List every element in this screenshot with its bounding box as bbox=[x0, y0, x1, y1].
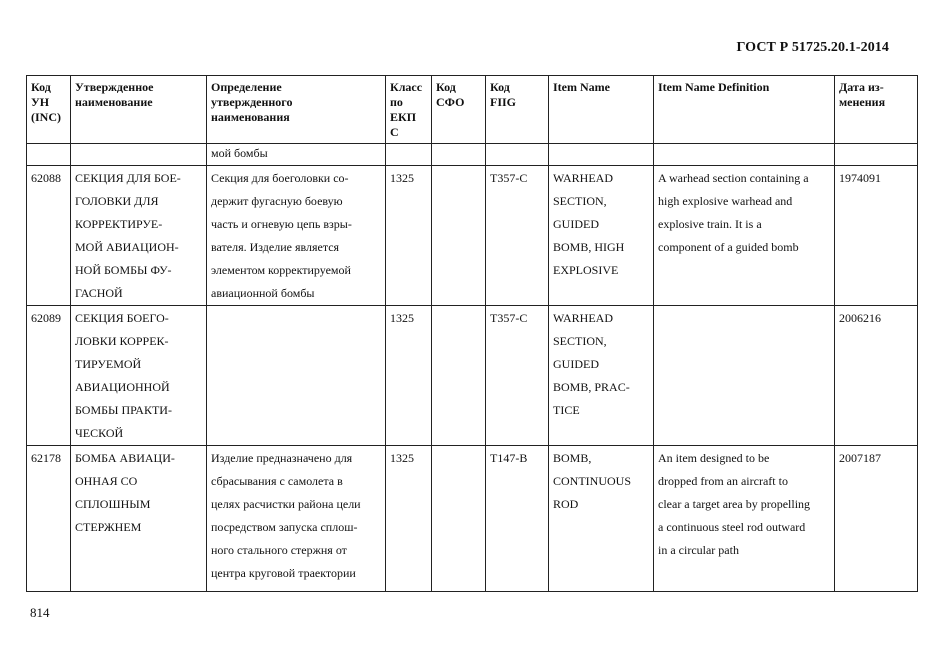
cell-fiig: T147-B bbox=[486, 446, 549, 592]
cell-date bbox=[835, 144, 918, 166]
text-line: EXPLOSIVE bbox=[553, 263, 619, 277]
table-row bbox=[27, 446, 918, 592]
table-row bbox=[27, 306, 918, 446]
text-line: СЕКЦИЯ ДЛЯ БОЕ- bbox=[75, 171, 181, 185]
text-line: ного стального стержня от bbox=[211, 543, 347, 557]
header-approved-name bbox=[71, 76, 207, 144]
text-line: СТЕРЖНЕМ bbox=[75, 520, 142, 534]
text-line: АВИАЦИОННОЙ bbox=[75, 380, 170, 394]
cell-item-name bbox=[549, 166, 654, 306]
text-line: Item Name Definition bbox=[658, 80, 770, 94]
text-line: dropped from an aircraft to bbox=[658, 474, 788, 488]
cell-name bbox=[71, 166, 207, 306]
header-definition bbox=[207, 76, 386, 144]
text-line: часть и огневую цепь взры- bbox=[211, 217, 352, 231]
text-line: An item designed to be bbox=[658, 451, 770, 465]
text-line: НОЙ БОМБЫ ФУ- bbox=[75, 263, 172, 277]
text-line: WARHEAD bbox=[553, 171, 613, 185]
text-line: Утвержденное bbox=[75, 80, 154, 94]
cell-fiig: T357-C bbox=[486, 166, 549, 306]
text-line: ЕКП bbox=[390, 110, 417, 124]
text-line: СЕКЦИЯ БОЕГО- bbox=[75, 311, 169, 325]
text-line: центра круговой траектории bbox=[211, 566, 356, 580]
cell-name bbox=[71, 144, 207, 166]
text-line: a continuous steel rod outward bbox=[658, 520, 806, 534]
text-line: сбрасывания с самолета в bbox=[211, 474, 343, 488]
cell-class bbox=[386, 144, 432, 166]
text-line: БОМБА АВИАЦИ- bbox=[75, 451, 175, 465]
cell-item-name bbox=[549, 144, 654, 166]
cell-item-def bbox=[654, 166, 835, 306]
text-line: целях расчистки района цели bbox=[211, 497, 361, 511]
text-line: ГОЛОВКИ ДЛЯ bbox=[75, 194, 159, 208]
text-line: Определение bbox=[211, 80, 282, 94]
text-line: элементом корректируемой bbox=[211, 263, 351, 277]
text-line: high explosive warhead and bbox=[658, 194, 793, 208]
cell-sfo bbox=[432, 306, 486, 446]
cell-class: 1325 bbox=[386, 306, 432, 446]
cell-definition: мой бомбы bbox=[207, 144, 386, 166]
text-line: С bbox=[390, 125, 399, 139]
text-line: BOMB, PRAC- bbox=[553, 380, 630, 394]
cell-item-def bbox=[654, 144, 835, 166]
text-line: component of a guided bomb bbox=[658, 240, 799, 254]
cell-date: 2006216 bbox=[835, 306, 918, 446]
cell-item-def bbox=[654, 306, 835, 446]
text-line: Дата из- bbox=[839, 80, 884, 94]
cell-name bbox=[71, 306, 207, 446]
text-line: clear a target area by propelling bbox=[658, 497, 811, 511]
text-line: утвержденного bbox=[211, 95, 293, 109]
header-item-name bbox=[549, 76, 654, 144]
text-line: УН bbox=[31, 95, 50, 109]
header-change-date bbox=[835, 76, 918, 144]
text-line: ОННАЯ СО bbox=[75, 474, 138, 488]
text-line: BOMB, bbox=[553, 451, 592, 465]
text-line: SECTION, bbox=[553, 334, 607, 348]
cell-class: 1325 bbox=[386, 446, 432, 592]
cell-inc: 62089 bbox=[27, 306, 71, 446]
text-line: Изделие предназначено для bbox=[211, 451, 353, 465]
cell-definition bbox=[207, 166, 386, 306]
text-line: GUIDED bbox=[553, 357, 599, 371]
text-line: вателя. Изделие является bbox=[211, 240, 340, 254]
text-line: FIIG bbox=[490, 95, 517, 109]
cell-sfo bbox=[432, 144, 486, 166]
cell-name bbox=[71, 446, 207, 592]
text-line: КОРРЕКТИРУЕ- bbox=[75, 217, 163, 231]
cell-item-name bbox=[549, 306, 654, 446]
cell-sfo bbox=[432, 446, 486, 592]
text-line: BOMB, HIGH bbox=[553, 240, 625, 254]
text-line: наименование bbox=[75, 95, 153, 109]
header-class bbox=[386, 76, 432, 144]
text-line: посредством запуска сплош- bbox=[211, 520, 358, 534]
text-line: авиационной бомбы bbox=[211, 286, 315, 300]
header-inc bbox=[27, 76, 71, 144]
text-line: Item Name bbox=[553, 80, 610, 94]
cell-date: 1974091 bbox=[835, 166, 918, 306]
text-line: ГАСНОЙ bbox=[75, 286, 123, 300]
text-line: МОЙ АВИАЦИОН- bbox=[75, 240, 179, 254]
text-line: СПЛОШНЫМ bbox=[75, 497, 151, 511]
text-line: (INC) bbox=[31, 110, 61, 124]
text-line: CONTINUOUS bbox=[553, 474, 631, 488]
cell-definition bbox=[207, 446, 386, 592]
text-line: WARHEAD bbox=[553, 311, 613, 325]
cell-item-def bbox=[654, 446, 835, 592]
text-line: ЧЕСКОЙ bbox=[75, 426, 124, 440]
text-line: TICE bbox=[553, 403, 580, 417]
cell-item-name bbox=[549, 446, 654, 592]
cell-fiig: T357-C bbox=[486, 306, 549, 446]
table-row-continuation bbox=[27, 144, 918, 166]
cell-inc: 62178 bbox=[27, 446, 71, 592]
text-line: Код bbox=[31, 80, 51, 94]
text-line: in a circular path bbox=[658, 543, 739, 557]
cell-date: 2007187 bbox=[835, 446, 918, 592]
text-line: менения bbox=[839, 95, 886, 109]
text-line: Код bbox=[490, 80, 510, 94]
text-line: держит фугасную боевую bbox=[211, 194, 343, 208]
text-line: GUIDED bbox=[553, 217, 599, 231]
cell-definition bbox=[207, 306, 386, 446]
text-line: ТИРУЕМОЙ bbox=[75, 357, 142, 371]
text-line: ЛОВКИ КОРРЕК- bbox=[75, 334, 169, 348]
text-line: ROD bbox=[553, 497, 579, 511]
table-row bbox=[27, 166, 918, 306]
header-item-name-definition bbox=[654, 76, 835, 144]
text-line: БОМБЫ ПРАКТИ- bbox=[75, 403, 172, 417]
catalog-table bbox=[26, 75, 918, 592]
text-line: Класс bbox=[390, 80, 423, 94]
text-line: Код bbox=[436, 80, 456, 94]
text-line: наименования bbox=[211, 110, 290, 124]
cell-class: 1325 bbox=[386, 166, 432, 306]
cell-sfo bbox=[432, 166, 486, 306]
header-sfo bbox=[432, 76, 486, 144]
page-number: 814 bbox=[30, 605, 50, 620]
text-line: по bbox=[390, 95, 403, 109]
text-line: SECTION, bbox=[553, 194, 607, 208]
text-line: A warhead section containing a bbox=[658, 171, 809, 185]
text-line: СФО bbox=[436, 95, 465, 109]
text-line: Секция для боеголовки со- bbox=[211, 171, 349, 185]
cell-inc bbox=[27, 144, 71, 166]
cell-inc: 62088 bbox=[27, 166, 71, 306]
text-line: explosive train. It is a bbox=[658, 217, 762, 231]
document-standard-number: ГОСТ Р 51725.20.1-2014 bbox=[736, 40, 889, 55]
table-header-row bbox=[27, 76, 918, 144]
cell-fiig bbox=[486, 144, 549, 166]
header-fiig bbox=[486, 76, 549, 144]
